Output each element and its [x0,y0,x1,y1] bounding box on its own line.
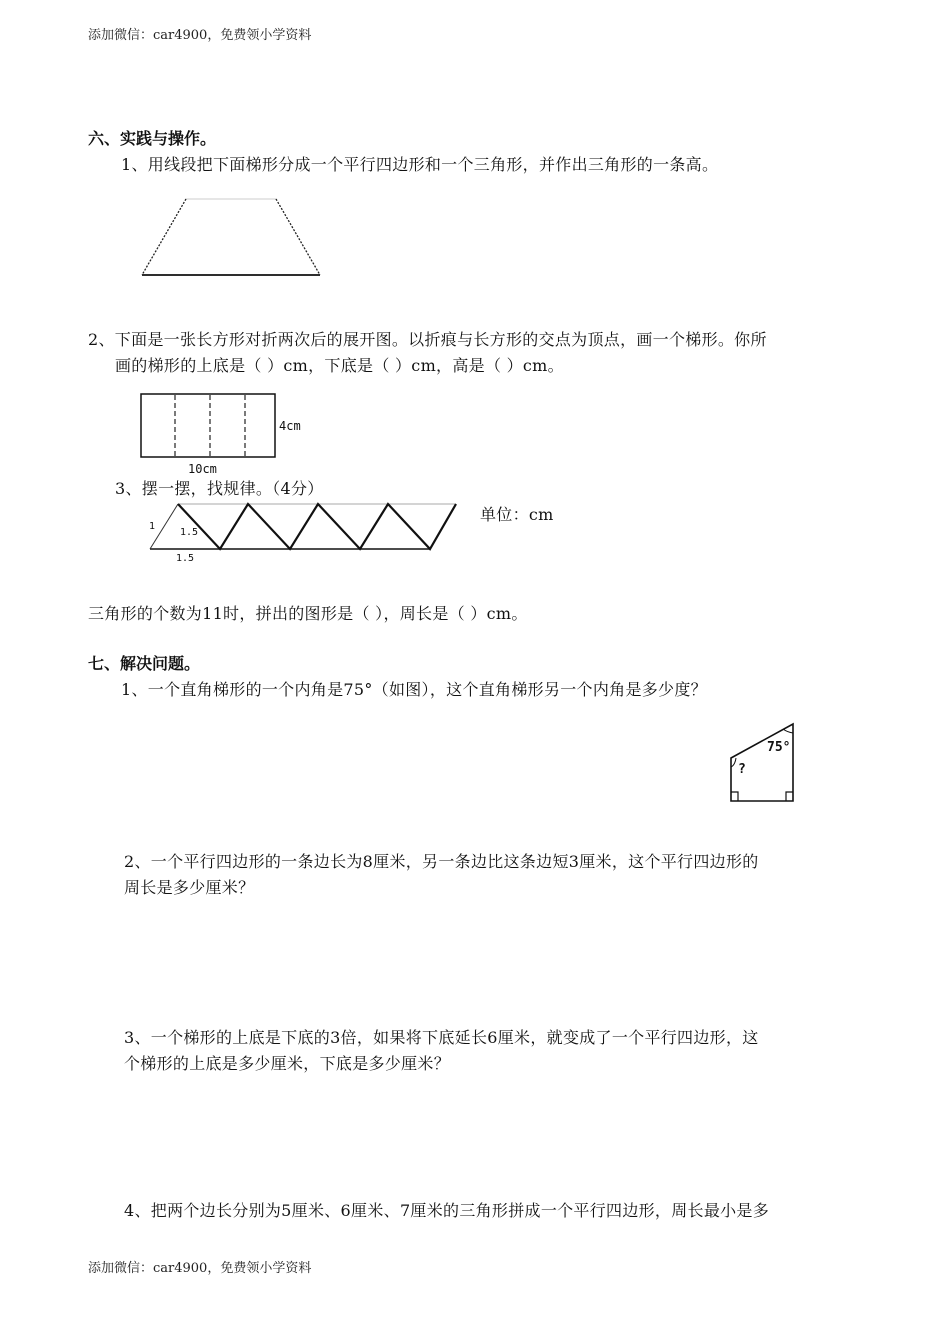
rectangle-outline [141,394,275,457]
pattern-inner-label: 1.5 [180,527,199,538]
trapezoid-left-edge [142,199,186,275]
question-7-2-line1: 2、一个平行四边形的一条边长为8厘米，另一条边比这条边短3厘米，这个平行四边形的 [124,852,759,871]
pattern-side-label: 1 [149,521,156,532]
question-6-2-line2: 画的梯形的上底是（ ）cm，下底是（ ）cm，高是（ ）cm。 [115,356,564,375]
angle-arc-top [783,729,793,733]
question-7-1: 1、一个直角梯形的一个内角是75°（如图），这个直角梯形另一个内角是多少度？ [121,680,707,699]
pattern-base-label: 1.5 [176,553,195,564]
right-angle-mark-right [786,792,793,801]
page-header: 添加微信：car4900，免费领小学资料 [88,28,312,43]
folded-rectangle-figure [140,393,280,459]
question-7-3-line2: 个梯形的上底是多少厘米，下底是多少厘米？ [124,1054,451,1073]
question-7-3-line1: 3、一个梯形的上底是下底的3倍，如果将下底延长6厘米，就变成了一个平行四边形，这 [124,1028,759,1047]
unknown-angle-label: ? [738,762,746,777]
question-6-3-answer: 三角形的个数为11时，拼出的图形是（ ），周长是（ ）cm。 [88,604,528,623]
question-7-2-line2: 周长是多少厘米？ [124,878,255,897]
section-seven-title: 七、解决问题。 [88,654,201,673]
pattern-zigzag [178,504,456,549]
section-six-title: 六、实践与操作。 [88,129,217,148]
page-footer: 添加微信：car4900，免费领小学资料 [88,1261,312,1276]
rectangle-height-label: 4cm [279,419,301,433]
unit-label: 单位：cm [480,505,554,524]
question-6-3: 3、摆一摆，找规律。（4分） [115,479,324,498]
angle-75-label: 75° [767,740,791,755]
trapezoid-figure [140,196,325,280]
right-angle-mark-left [731,792,738,801]
rectangle-width-label: 10cm [188,462,217,476]
question-6-2-line1: 2、下面是一张长方形对折两次后的展开图。以折痕与长方形的交点为顶点，画一个梯形。你所 [88,330,767,349]
question-6-1: 1、用线段把下面梯形分成一个平行四边形和一个三角形，并作出三角形的一条高。 [121,155,719,174]
trapezoid-right-edge [276,199,320,275]
question-7-4-line1: 4、把两个边长分别为5厘米、6厘米、7厘米的三角形拼成一个平行四边形，周长最小是多 [124,1201,770,1220]
